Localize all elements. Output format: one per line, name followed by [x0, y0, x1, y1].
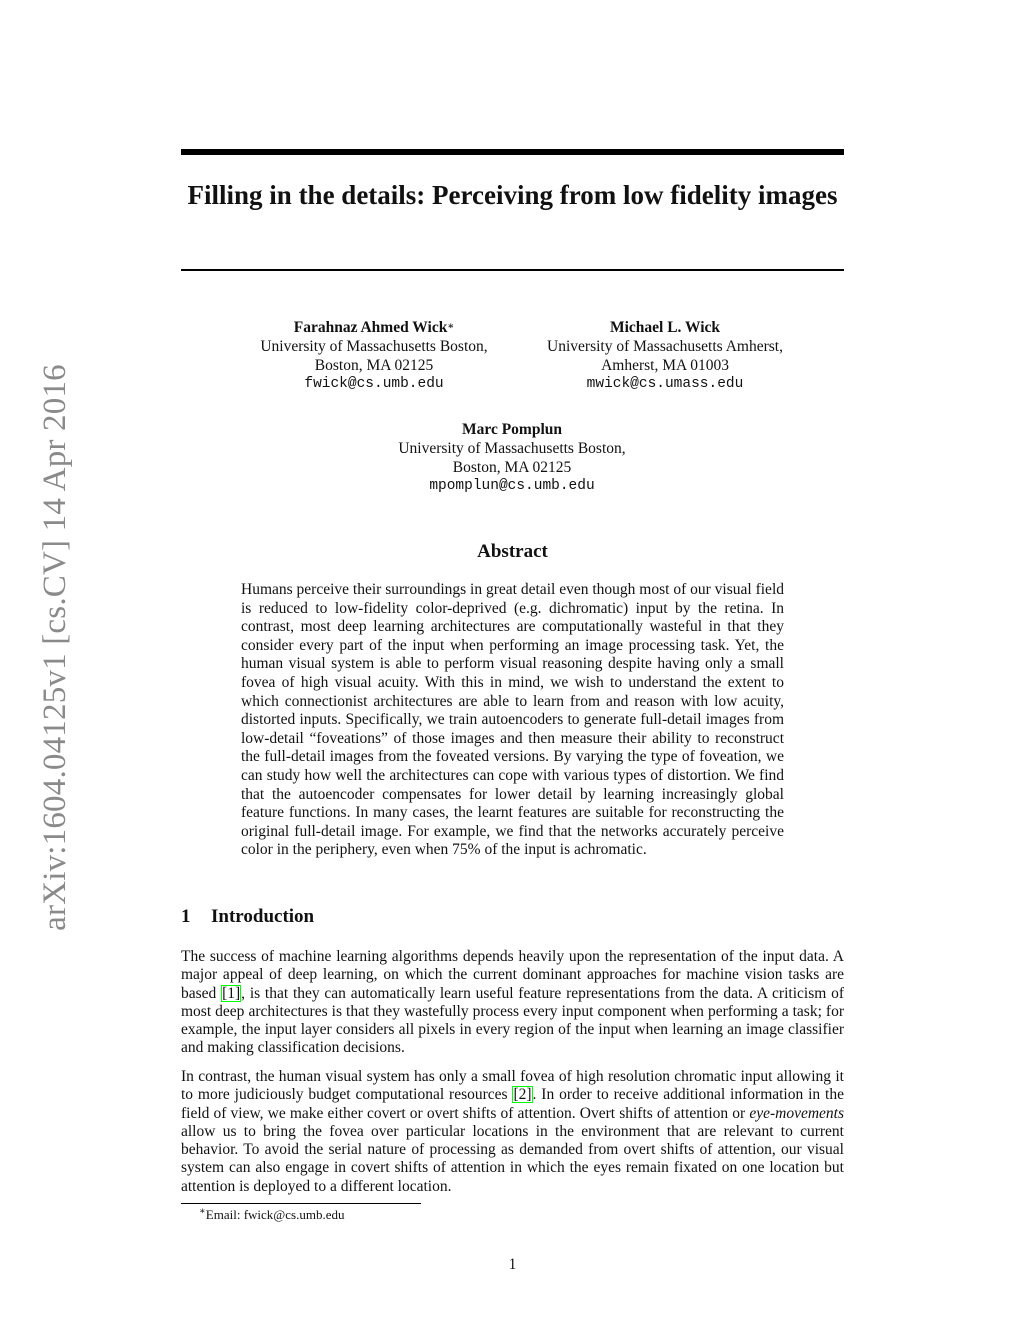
author-affiliation: University of Massachusetts Boston,	[398, 440, 626, 457]
footnote-marker: ∗	[199, 1206, 206, 1217]
abstract-heading: Abstract	[477, 541, 548, 562]
paper-title: Filling in the details: Perceiving from low fidelity images	[187, 180, 838, 210]
arxiv-identifier	[30, 350, 80, 945]
footnote-text: Email: fwick@cs.umb.edu	[205, 1207, 345, 1222]
author-address: Boston, MA 02125	[314, 357, 434, 374]
arxiv-identifier-text: arXiv:1604.04125v1 [cs.CV] 14 Apr 2016	[36, 364, 73, 931]
footnote-rule	[181, 1203, 421, 1204]
author-block	[517, 318, 813, 394]
author-block	[221, 318, 527, 394]
section-title: Introduction	[211, 906, 315, 927]
section-heading	[181, 906, 314, 928]
section-number: 1	[181, 906, 191, 927]
author-email[interactable]: mpomplun@cs.umb.edu	[429, 478, 595, 494]
author-email[interactable]: mwick@cs.umass.edu	[586, 376, 744, 392]
body-paragraph: In contrast, the human visual system has only a small fovea of high resolution chromatic input allowing it to more judiciously budget computational resources [2]. In order to receive additional information in the field of view, we make either covert or overt shifts of attention. Overt shifts of attention or eye-movements allow us to bring the fovea over particular locations in the environment that are relevant to current behavior. To avoid the serial nature of processing as demanded from overt shifts of attention, our visual system can also engage in covert shifts of attention in which the eyes remain fixated on one location but attention is deployed to a different location.	[181, 1068, 844, 1195]
author-name: Farahnaz Ahmed Wick∗	[293, 319, 455, 336]
author-address: Amherst, MA 01003	[601, 357, 729, 374]
author-address: Boston, MA 02125	[452, 459, 572, 476]
title-bottom-rule	[181, 269, 844, 271]
page-number: 1	[508, 1256, 517, 1273]
author-affiliation: University of Massachusetts Boston,	[260, 338, 488, 355]
citation-link[interactable]: [2]	[513, 1086, 532, 1104]
body-paragraph: The success of machine learning algorithms depends heavily upon the representation of the input data. A major appeal of deep learning, on which the current dominant approaches for machine vision tasks are based [1], is that they can automatically learn useful feature representations from the data. A criticism of most deep architectures is that they wastefully process every input component when performing a task; for example, the input layer considers all pixels in every region of the input when learning an image classifier and making classification decisions.	[181, 948, 844, 1057]
author-email[interactable]: fwick@cs.umb.edu	[304, 376, 444, 392]
citation-link[interactable]: [1]	[222, 984, 241, 1002]
emphasis-text: eye-movements	[749, 1104, 844, 1122]
footnote	[199, 1207, 345, 1223]
abstract-text: Humans perceive their surroundings in great detail even though most of our visual field is reduced to low-fidelity color-deprived (e.g. dichromatic) input by the retina. In contrast, most deep learning architectures are computationally wasteful in that they consider every part of the input when performing an image processing task. Yet, the human visual system is able to perform visual reasoning despite having only a small fovea of high visual acuity. With this in mind, we wish to understand the extent to which connectionist architectures are able to learn from and reason with low acuity, distorted inputs. Specifically, we train autoencoders to generate full-detail images from low-detail “foveations” of those images and then measure their ability to reconstruct the full-detail images from the foveated versions. By varying the type of foveation, we can study how well the architectures can cope with various types of distortion. We find that the autoencoder compensates for lower detail by learning increasingly global feature functions. In many cases, the learnt features are suitable for reconstructing the original full-detail image. For example, we find that the networks accurately perceive color in the periphery, even when 75% of the input is achromatic.	[241, 581, 784, 859]
footnote-marker: ∗	[447, 321, 455, 332]
author-name: Marc Pomplun	[461, 421, 563, 438]
author-affiliation: University of Massachusetts Amherst,	[547, 338, 783, 355]
title-top-rule	[181, 149, 844, 155]
author-name: Michael L. Wick	[609, 319, 721, 336]
author-block	[362, 420, 662, 496]
